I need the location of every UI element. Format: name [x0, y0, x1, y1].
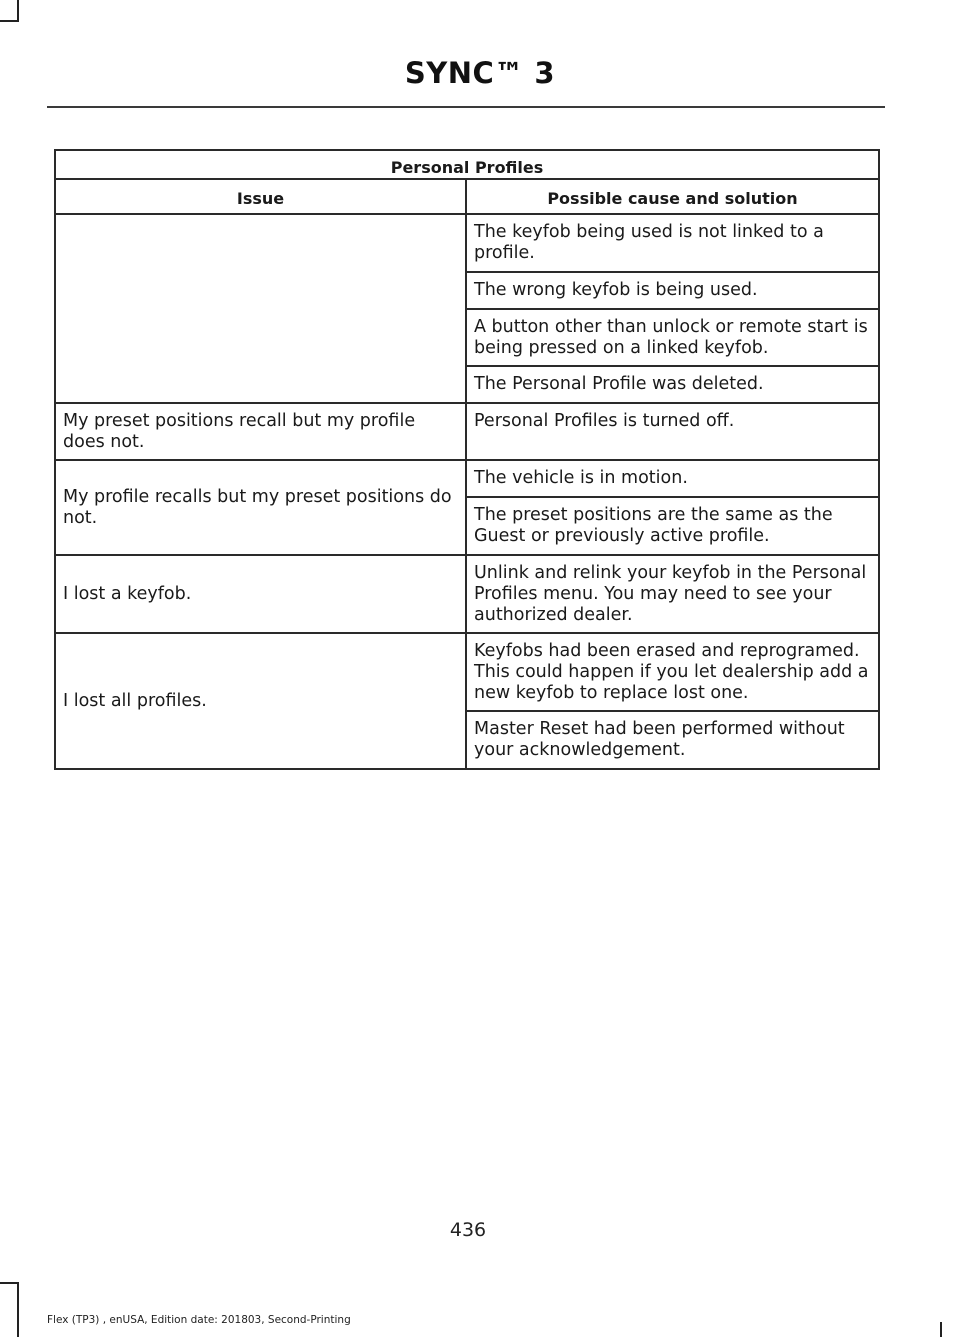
header-rule — [47, 106, 885, 108]
solution-cell: The keyfob being used is not linked to a profile. — [466, 214, 879, 272]
personal-profiles-table — [54, 149, 880, 770]
solution-cell: The Personal Profile was deleted. — [466, 366, 879, 403]
column-header-issue: Issue — [55, 179, 466, 214]
table-row — [55, 633, 879, 711]
issue-cell — [55, 214, 466, 403]
solution-cell: Keyfobs had been erased and reprogramed. This could happen if you let dealership add a new keyfob to replace lost one. — [466, 633, 879, 711]
page-title: SYNC™ 3 — [404, 56, 556, 90]
page-number: 436 — [449, 1219, 487, 1241]
crop-mark-top-left-horizontal — [0, 20, 19, 22]
table-row — [55, 214, 879, 272]
solution-cell: A button other than unlock or remote start is being pressed on a linked keyfob. — [466, 309, 879, 366]
edition-footer: Flex (TP3) , enUSA, Edition date: 201803, Second-Printing — [47, 1314, 351, 1326]
solution-cell: Master Reset had been performed without your acknowledgement. — [466, 711, 879, 769]
solution-cell: Personal Profiles is turned off. — [466, 403, 879, 460]
table-row — [55, 555, 879, 633]
table-row — [55, 460, 879, 497]
solution-cell: Unlink and relink your keyfob in the Personal Profiles menu. You may need to see your authorized dealer. — [466, 555, 879, 633]
issue-cell: I lost all profiles. — [55, 633, 466, 769]
issue-cell: My preset positions recall but my profile does not. — [55, 403, 466, 460]
issue-cell: I lost a keyfob. — [55, 555, 466, 633]
table-row — [55, 403, 879, 460]
crop-mark-bottom-right-vertical — [940, 1322, 942, 1337]
crop-mark-bottom-left-vertical — [17, 1282, 19, 1337]
column-header-solution: Possible cause and solution — [466, 179, 879, 214]
issue-cell: My profile recalls but my preset positions do not. — [55, 460, 466, 555]
solution-cell: The wrong keyfob is being used. — [466, 272, 879, 309]
table-caption: Personal Profiles — [55, 150, 879, 179]
crop-mark-top-left-vertical — [17, 0, 19, 20]
solution-cell: The vehicle is in motion. — [466, 460, 879, 497]
solution-cell: The preset positions are the same as the Guest or previously active profile. — [466, 497, 879, 555]
